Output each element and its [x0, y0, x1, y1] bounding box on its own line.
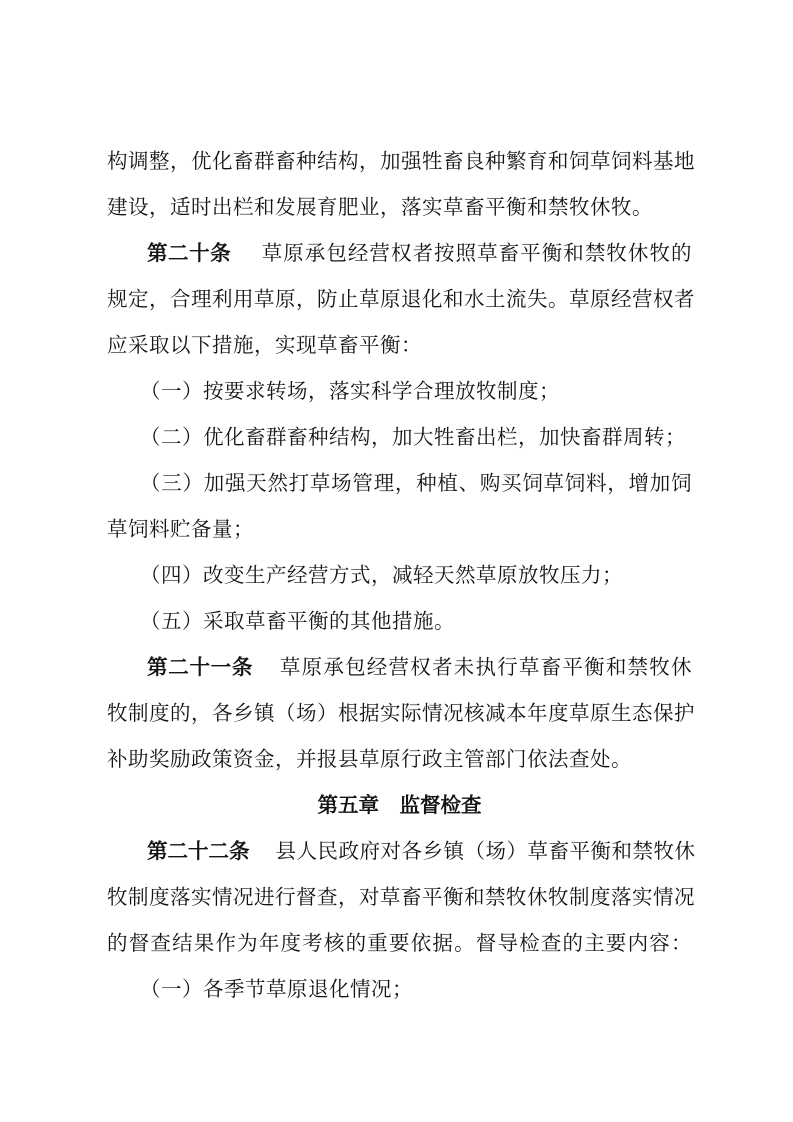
article-22-title: 第二十二条 [147, 839, 250, 863]
paragraph-line: 建设，适时出栏和发展育肥业，落实草畜平衡和禁牧休牧。 [107, 195, 653, 219]
article-20-title: 第二十条 [147, 241, 232, 265]
list-item: （一）各季节草原退化情况； [140, 977, 413, 1001]
paragraph-line: 补助奖励政策资金，并报县草原行政主管部门依法查处。 [107, 747, 632, 771]
list-item: （一）按要求转场，落实科学合理放牧制度； [140, 379, 560, 403]
article-21-line-1 [147, 652, 692, 682]
paragraph-line: 规定，合理利用草原，防止草原退化和水土流失。草原经营权者 [107, 287, 695, 311]
article-21-text: 草原承包经营权者未执行草畜平衡和禁牧休 [279, 655, 693, 679]
paragraph-line: 构调整，优化畜群畜种结构，加强牲畜良种繁育和饲草饲料基地 [107, 149, 695, 173]
list-item: （二）优化畜群畜种结构，加大牲畜出栏，加快畜群周转； [140, 425, 686, 449]
paragraph-line: 牧制度的，各乡镇（场）根据实际情况核减本年度草原生态保护 [107, 701, 695, 725]
list-item-continued: 草饲料贮备量； [107, 517, 254, 541]
paragraph-line: 的督查结果作为年度考核的重要依据。督导检查的主要内容： [107, 931, 692, 955]
paragraph-line: 牧制度落实情况进行督查，对草畜平衡和禁牧休牧制度落实情况 [107, 885, 695, 909]
article-20-text: 草原承包经营权者按照草畜平衡和禁牧休牧的 [261, 241, 693, 265]
paragraph-line: 应采取以下措施，实现草畜平衡： [107, 333, 422, 357]
article-22-text: 县人民政府对各乡镇（场）草畜平衡和禁牧休 [275, 839, 696, 863]
list-item: （三）加强天然打草场管理，种植、购买饲草饲料，增加饲 [140, 471, 692, 495]
article-21-title: 第二十一条 [147, 655, 254, 679]
chapter-heading: 第五章 监督检查 [317, 793, 482, 817]
list-item: （五）采取草畜平衡的其他措施。 [140, 609, 455, 633]
article-22-line-1 [147, 836, 696, 866]
list-item: （四）改变生产经营方式，减轻天然草原放牧压力； [140, 563, 623, 587]
article-20-line-1 [147, 238, 692, 268]
